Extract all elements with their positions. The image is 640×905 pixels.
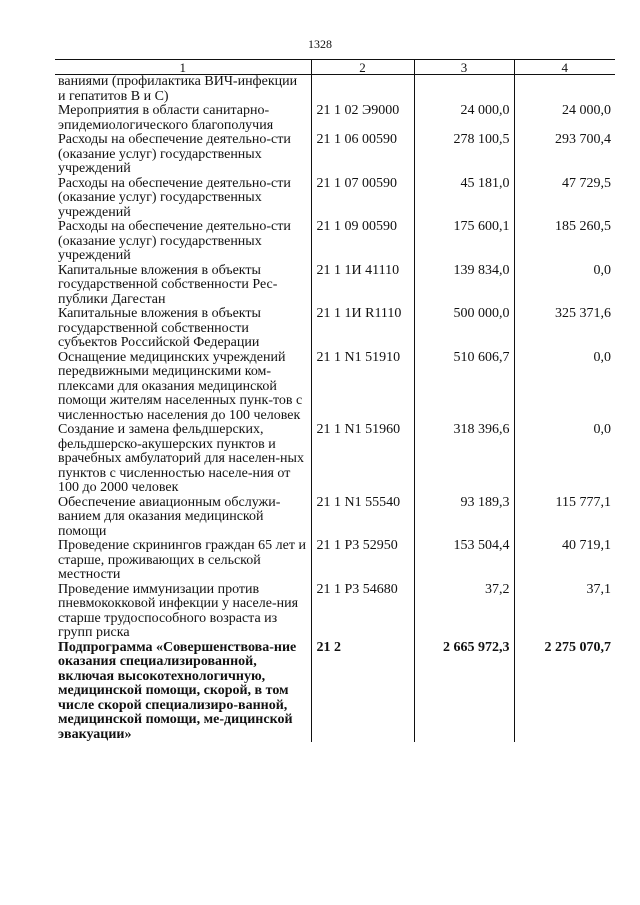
column-header: 3 — [414, 60, 514, 75]
row-value-col4: 293 700,4 — [514, 133, 615, 177]
row-code: 21 1 07 00590 — [311, 177, 414, 221]
row-name: Проведение иммунизации против пневмококковой инфекции у населе-ния старше трудоспособного возраста из групп риска — [58, 581, 299, 640]
row-value-col3: 37,2 — [414, 583, 514, 641]
row-value-col4: 0,0 — [514, 351, 615, 424]
table-row — [55, 496, 615, 540]
row-value-col3: 500 000,0 — [414, 307, 514, 351]
table-row — [55, 641, 615, 743]
row-value-col3: 2 665 972,3 — [414, 641, 514, 743]
row-value-col4: 0,0 — [514, 423, 615, 496]
row-value-col3: 139 834,0 — [414, 264, 514, 308]
table-row — [55, 351, 615, 424]
table-row — [55, 75, 615, 105]
row-code: 21 2 — [311, 641, 414, 743]
row-name: Капитальные вложения в объекты государственной собственности Рес-публики Дагестан — [58, 262, 278, 307]
budget-table — [55, 59, 615, 742]
row-value-col3: 175 600,1 — [414, 220, 514, 264]
table-row — [55, 264, 615, 308]
row-code: 21 1 1И R1110 — [311, 307, 414, 351]
row-name: Капитальные вложения в объекты государственной собственности субъектов Российской Федерации — [58, 306, 261, 350]
row-value-col4: 24 000,0 — [514, 104, 615, 133]
row-code — [311, 75, 414, 105]
row-code: 21 1 P3 54680 — [311, 583, 414, 641]
row-name: Расходы на обеспечение деятельно-сти (оказание услуг) государственных учреждений — [58, 219, 291, 263]
row-code: 21 1 1И 41110 — [311, 264, 414, 308]
row-code: 21 1 N1 55540 — [311, 496, 414, 540]
table-header — [55, 60, 615, 75]
row-code: 21 1 N1 51910 — [311, 351, 414, 424]
row-value-col3: 278 100,5 — [414, 133, 514, 177]
row-value-col4: 185 260,5 — [514, 220, 615, 264]
row-name: Расходы на обеспечение деятельно-сти (оказание услуг) государственных учреждений — [58, 175, 291, 220]
row-value-col4: 47 729,5 — [514, 177, 615, 221]
row-code: 21 1 P3 52950 — [311, 539, 414, 583]
row-name: ваниями (профилактика ВИЧ-инфекции и гепатитов В и С) — [58, 74, 298, 104]
row-code: 21 1 N1 51960 — [311, 423, 414, 496]
row-code: 21 1 09 00590 — [311, 220, 414, 264]
row-name: Подпрограмма «Совершенствова-ние оказания специализированной, включая высокотехнологичную, медицинской помощи, скорой, в том числе скорой специализиро-ванной, медицинской помощи, ме-дицинской эвакуации» — [58, 639, 297, 742]
table-row — [55, 583, 615, 641]
row-name: Обеспечение авиационным обслужи-ванием для оказания медицинской помощи — [58, 494, 281, 539]
table-row — [55, 307, 615, 351]
column-header: 2 — [311, 60, 414, 75]
column-header: 4 — [514, 60, 615, 75]
row-name: Оснащение медицинских учреждений передвижными медицинскими ком-плексами для оказания медицинской помощи жителям населенных пунк-тов с численностью населения до 100 человек — [58, 349, 303, 423]
row-value-col4: 40 719,1 — [514, 539, 615, 583]
row-value-col3: 510 606,7 — [414, 351, 514, 424]
table-row — [55, 220, 615, 264]
row-code: 21 1 06 00590 — [311, 133, 414, 177]
row-name: Расходы на обеспечение деятельно-сти (оказание услуг) государственных учреждений — [58, 132, 291, 176]
row-value-col4: 0,0 — [514, 264, 615, 308]
row-code: 21 1 02 Э9000 — [311, 104, 414, 133]
row-value-col4: 37,1 — [514, 583, 615, 641]
row-value-col4 — [514, 75, 615, 105]
row-name: Проведение скринингов граждан 65 лет и старше, проживающих в сельской местности — [58, 538, 306, 582]
row-value-col3: 153 504,4 — [414, 539, 514, 583]
page-number: 1328 — [308, 37, 332, 51]
row-value-col3: 45 181,0 — [414, 177, 514, 221]
table-row — [55, 423, 615, 496]
table-row — [55, 104, 615, 133]
row-value-col4: 325 371,6 — [514, 307, 615, 351]
table-row — [55, 133, 615, 177]
row-value-col4: 2 275 070,7 — [514, 641, 615, 743]
column-header: 1 — [55, 60, 311, 75]
table-row — [55, 177, 615, 221]
row-value-col4: 115 777,1 — [514, 496, 615, 540]
row-name: Мероприятия в области санитарно-эпидемиологического благополучия — [58, 103, 274, 133]
row-value-col3: 93 189,3 — [414, 496, 514, 540]
table-row — [55, 539, 615, 583]
row-value-col3: 318 396,6 — [414, 423, 514, 496]
row-value-col3 — [414, 75, 514, 105]
row-value-col3: 24 000,0 — [414, 104, 514, 133]
row-name: Создание и замена фельдшерских, фельдшерско-акушерских пунктов и врачебных амбулаторий для населен-ных пунктов с численностью населе-ния от 100 до 2000 человек — [58, 422, 304, 495]
